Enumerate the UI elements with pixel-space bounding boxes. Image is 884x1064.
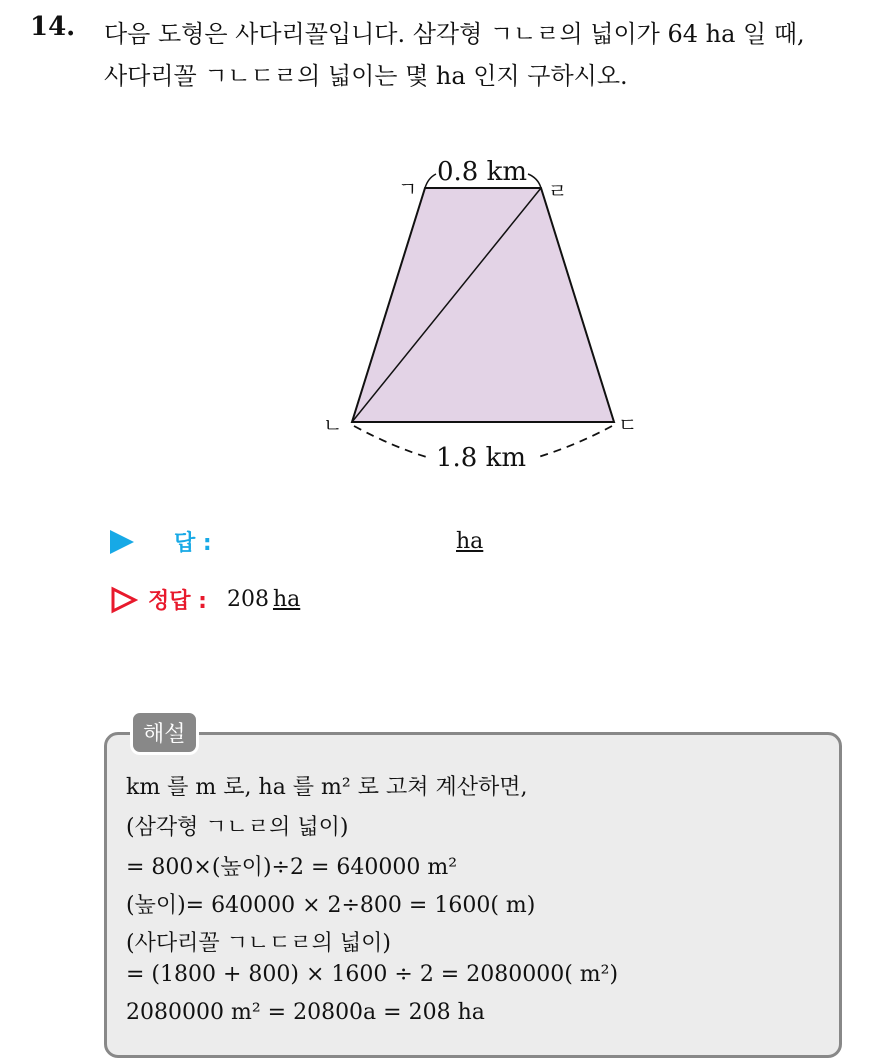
top-bracket — [425, 174, 436, 188]
explanation-line: = 800×(높이)÷2 = 640000 m² — [126, 855, 458, 880]
explanation-line: (사다리꼴 ㄱㄴㄷㄹ의 넓이) — [126, 931, 391, 956]
bottom-dashed-bracket — [354, 426, 430, 458]
explanation-line: = (1800 + 800) × 1600 ÷ 2 = 2080000( m²) — [126, 962, 619, 987]
bottom-length-label: 1.8 km — [435, 443, 527, 473]
question-number: 14. — [30, 12, 76, 42]
explanation-line: (높이)= 640000 × 2÷800 = 1600( m) — [126, 893, 536, 918]
vertex-label-a: ㄱ — [398, 177, 418, 201]
top-bracket-right — [528, 174, 541, 188]
trapezoid-figure — [0, 0, 884, 520]
solution-label: 정답 : — [148, 589, 207, 614]
answer-label: 답 : — [174, 531, 212, 556]
solution-value: 208 — [226, 587, 269, 612]
outline-arrow-icon — [110, 586, 138, 614]
explanation-line: km 를 m 로, ha 를 m² 로 고쳐 계산하면, — [126, 775, 528, 800]
solution-unit: ha — [272, 587, 301, 612]
top-length-label: 0.8 km — [436, 157, 528, 187]
question-text-line-2: 사다리꼴 ㄱㄴㄷㄹ의 넓이는 몇 ha 인지 구하시오. — [104, 62, 628, 90]
answer-row — [110, 526, 484, 557]
vertex-label-c: ㄷ — [618, 413, 638, 437]
explanation-line: (삼각형 ㄱㄴㄹ의 넓이) — [126, 815, 349, 840]
trapezoid-shape — [352, 188, 614, 422]
question-text-line-1: 다음 도형은 사다리꼴입니다. 삼각형 ㄱㄴㄹ의 넓이가 64 ha 일 때, — [104, 20, 805, 48]
answer-unit: ha — [456, 529, 484, 554]
vertex-label-d: ㄹ — [548, 179, 568, 203]
solution-row — [110, 584, 300, 615]
play-arrow-icon — [110, 530, 134, 554]
vertex-label-b: ㄴ — [323, 413, 343, 437]
explanation-line: 2080000 m² = 20800a = 208 ha — [126, 1000, 485, 1025]
bottom-dashed-bracket-right — [535, 426, 612, 458]
explanation-tag: 해설 — [130, 710, 199, 755]
